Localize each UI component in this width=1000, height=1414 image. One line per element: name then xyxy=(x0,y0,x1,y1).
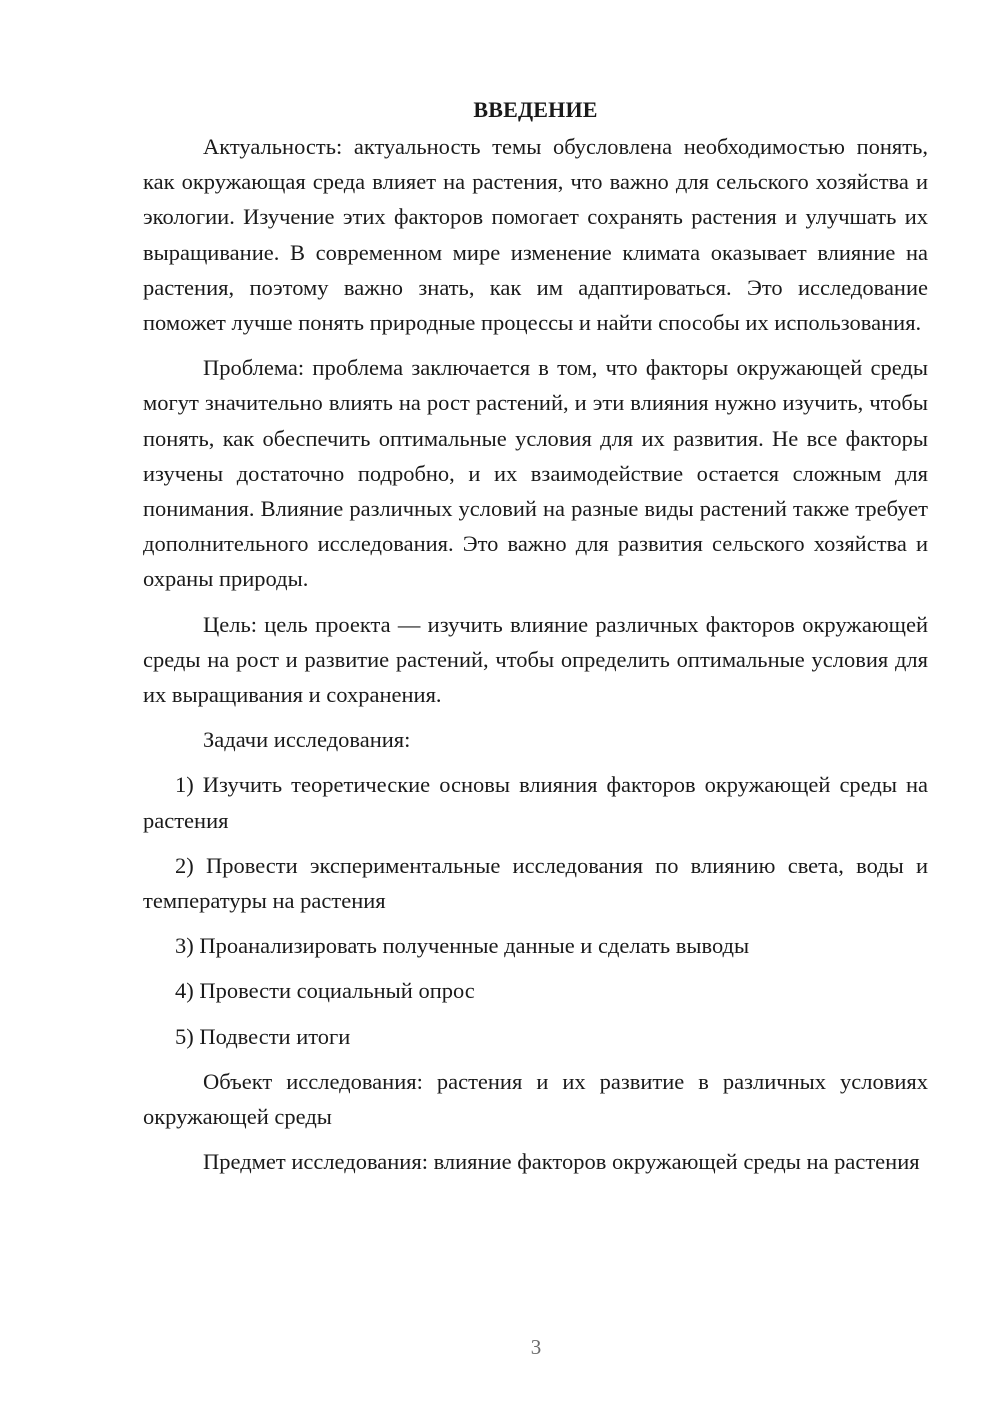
tasks-heading: Задачи исследования: xyxy=(203,727,411,753)
relevance-paragraph: Актуальность: актуальность темы обусловлена необходимостью понять, как окружающая среда влияет на растения, что важно для сельского хозяйства и экологии. Изучение этих факторов помогает сохранять растения и улучшать их выращивание. В современном мире изменение климата оказывает влияние на растения, поэтому важно знать, как им адаптироваться. Это исследование поможет лучше понять природные процессы и найти способы их использования. xyxy=(143,134,928,336)
subject-paragraph: Предмет исследования: влияние факторов окружающей среды на растения xyxy=(203,1149,920,1175)
page-number: 3 xyxy=(530,1335,542,1359)
task-item-4: 4) Провести социальный опрос xyxy=(175,978,475,1004)
task-item-5: 5) Подвести итоги xyxy=(175,1023,351,1049)
task-item-3: 3) Проанализировать полученные данные и сделать выводы xyxy=(175,933,750,959)
problem-paragraph: Проблема: проблема заключается в том, что факторы окружающей среды могут значительно влиять на рост растений, и эти влияния нужно изучить, чтобы понять, как обеспечить оптимальные условия для их развития. Не все факторы изучены достаточно подробно, и их взаимодействие остается сложным для понимания. Влияние различных условий на разные виды растений также требует дополнительного исследования. Это важно для развития сельского хозяйства и охраны природы. xyxy=(143,355,928,592)
object-paragraph: Объект исследования: растения и их развитие в различных условиях окружающей среды xyxy=(143,1068,928,1130)
section-title: ВВЕДЕНИЕ xyxy=(473,97,598,122)
task-item-2: 2) Провести экспериментальные исследования по влиянию света, воды и температуры на растения xyxy=(143,852,928,914)
page-content xyxy=(143,92,928,1189)
tasks-list xyxy=(143,767,928,1053)
goal-paragraph: Цель: цель проекта — изучить влияние различных факторов окружающей среды на рост и развитие растений, чтобы определить оптимальные условия для их выращивания и сохранения. xyxy=(143,611,928,708)
task-item-1: 1) Изучить теоретические основы влияния факторов окружающей среды на растения xyxy=(143,772,928,833)
